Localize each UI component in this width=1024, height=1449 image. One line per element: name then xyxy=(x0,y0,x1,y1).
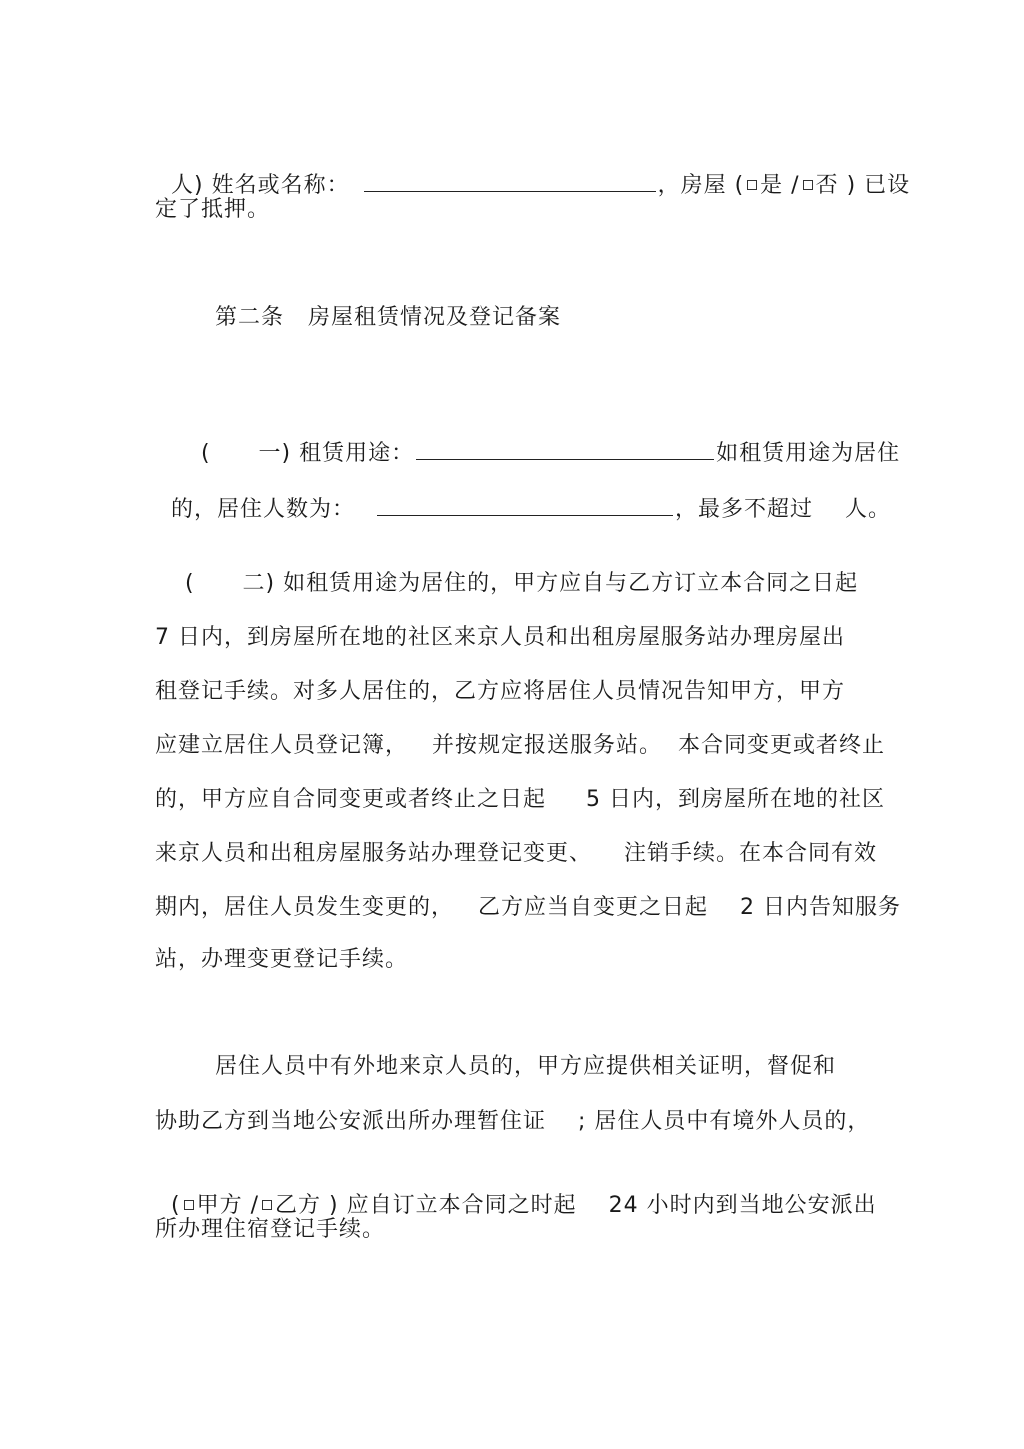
text-line-9: 应建立居住人员登记簿， 并按规定报送服务站。 本合同变更或者终止 xyxy=(155,733,885,758)
label-resident-count: 的，居住人数为： xyxy=(171,497,356,522)
label-lease-purpose: ( 一) 租赁用途： xyxy=(201,441,415,466)
checkbox-party-b[interactable] xyxy=(262,1200,272,1210)
text-line-7: 7 日内，到房屋所在地的社区来京人员和出租房屋服务站办理房屋出 xyxy=(155,625,845,650)
option-no-label: 否 xyxy=(815,173,839,198)
text-line-13: 站，办理变更登记手续。 xyxy=(155,947,409,972)
text-line-16 xyxy=(155,1161,877,1221)
option-separator-2: / xyxy=(250,1193,260,1218)
checkbox-no[interactable] xyxy=(803,180,813,190)
option-separator: / xyxy=(791,173,800,198)
section-heading-article-2: 第二条 房屋租赁情况及登记备案 xyxy=(215,305,561,330)
option-party-b-label: 乙方 xyxy=(275,1193,322,1218)
text-24h-registration: ) 应自订立本合同之时起 24 小时内到当地公安派出 xyxy=(329,1193,877,1218)
checkbox-party-a[interactable] xyxy=(184,1200,194,1210)
text-line-6: ( 二) 如租赁用途为居住的，甲方应自与乙方订立本合同之日起 xyxy=(185,571,859,596)
text-if-residential: 如租赁用途为居住 xyxy=(716,441,901,466)
text-line-14: 居住人员中有外地来京人员的，甲方应提供相关证明，督促和 xyxy=(215,1054,837,1079)
option-party-a-label: 甲方 xyxy=(196,1193,243,1218)
blank-field-lease-purpose[interactable] xyxy=(416,437,714,460)
text-line-17: 所办理住宿登记手续。 xyxy=(155,1217,386,1242)
text-line-1 xyxy=(155,139,910,201)
text-house-prefix: ，房屋 ( xyxy=(657,173,745,198)
blank-field-name[interactable] xyxy=(364,169,656,192)
text-line-8: 租登记手续。对多人居住的，乙方应将居住人员情况告知甲方，甲方 xyxy=(155,679,846,704)
checkbox-yes[interactable] xyxy=(747,180,757,190)
text-line-10: 的，甲方应自合同变更或者终止之日起 5 日内，到房屋所在地的社区 xyxy=(155,787,885,812)
blank-field-resident-count[interactable] xyxy=(377,493,673,516)
paren-open: ( xyxy=(171,1193,181,1218)
label-name-or-title: 人) 姓名或名称： xyxy=(171,173,350,198)
text-max-residents: ，最多不超过 人。 xyxy=(675,497,891,522)
text-line-12: 期内，居住人员发生变更的， 乙方应当自变更之日起 2 日内告知服务 xyxy=(155,895,901,920)
option-yes-label: 是 xyxy=(760,173,784,198)
text-line-15: 协助乙方到当地公安派出所办理暂住证 ; 居住人员中有境外人员的， xyxy=(155,1109,871,1134)
text-line-2: 定了抵押。 xyxy=(155,197,271,222)
text-mortgage-suffix: ) 已设 xyxy=(846,173,911,198)
text-line-5 xyxy=(155,463,891,525)
text-line-11: 来京人员和出租房屋服务站办理登记变更、 注销手续。在本合同有效 xyxy=(155,841,877,866)
text-line-4 xyxy=(185,407,900,469)
